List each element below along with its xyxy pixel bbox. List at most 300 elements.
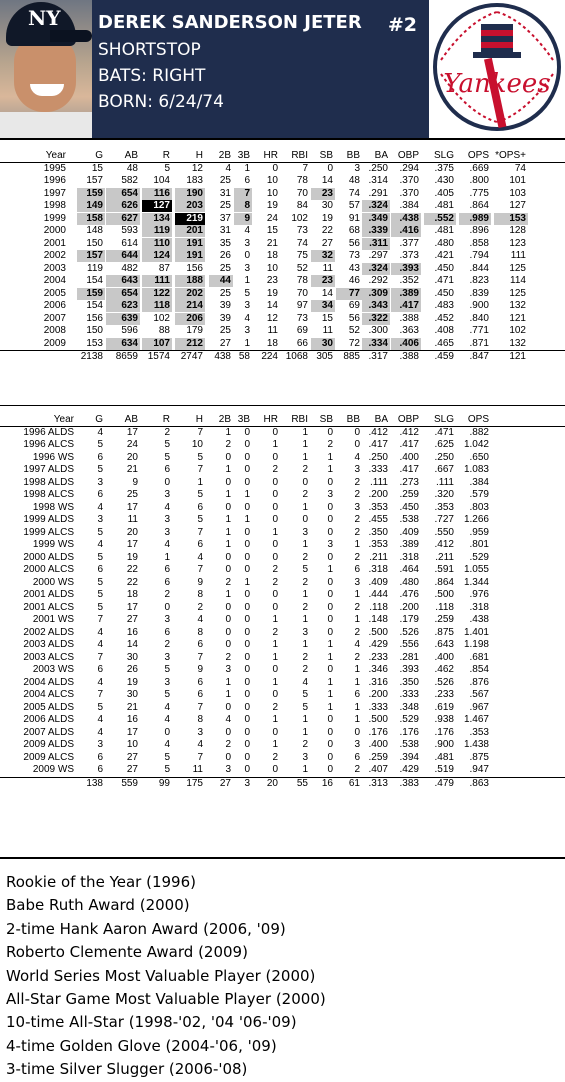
player-header — [0, 0, 565, 140]
table-cell: 11 — [192, 764, 203, 775]
table-cell: 23 — [266, 275, 278, 286]
table-row — [0, 452, 565, 464]
table-cell: 125 — [509, 262, 526, 274]
table-cell: H — [195, 150, 203, 161]
table-cell: 0 — [244, 501, 250, 513]
table-row — [0, 739, 565, 751]
award-item: All-Star Game Most Valuable Player (2000) — [6, 990, 326, 1008]
table-cell: 25 — [126, 489, 138, 500]
table-cell: .179 — [399, 614, 419, 625]
table-cell: .318 — [469, 601, 489, 613]
table-cell: 214 — [175, 300, 205, 312]
table-cell: .311 — [362, 238, 390, 250]
award-item: 4-time Golden Glove (2004-'06, '09) — [6, 1036, 277, 1055]
table-cell: SLG — [433, 150, 454, 161]
table-cell: 4 — [164, 501, 170, 513]
table-cell: 5 — [164, 451, 170, 463]
table-cell: 2000 ALDS — [23, 551, 74, 563]
table-cell: 4 — [225, 714, 231, 725]
table-cell: 6 — [164, 576, 170, 588]
table-cell: 75 — [296, 250, 308, 261]
table-cell: .450 — [434, 287, 454, 299]
table-cell: .875 — [434, 626, 454, 638]
table-cell: 159 — [77, 188, 105, 200]
table-cell: 203 — [175, 200, 205, 212]
table-cell: 4 — [197, 551, 203, 563]
table-cell: .858 — [469, 237, 489, 249]
table-cell: 1 — [225, 489, 231, 500]
table-cell: 1 — [272, 439, 278, 450]
table-cell: 1 — [225, 589, 231, 600]
table-cell: 5 — [302, 564, 308, 575]
table-cell: 114 — [510, 275, 526, 286]
table-cell: .625 — [434, 439, 454, 450]
player-photo — [0, 0, 92, 138]
table-cell: 0 — [272, 451, 278, 463]
table-cell: 1 — [225, 676, 231, 688]
table-row — [0, 263, 565, 275]
table-cell: BA — [374, 414, 388, 425]
table-cell: .320 — [434, 489, 454, 500]
table-cell: 30 — [126, 651, 138, 663]
table-cell: 2 — [272, 626, 278, 638]
table-cell: .643 — [434, 639, 454, 650]
table-cell: .259 — [434, 614, 454, 625]
table-cell: 0 — [244, 564, 250, 575]
table-cell: 23 — [311, 275, 335, 287]
table-row — [0, 727, 565, 739]
table-cell: .839 — [469, 287, 489, 299]
table-cell: 150 — [86, 325, 103, 336]
table-cell: 1 — [302, 764, 308, 775]
table-cell: AB — [124, 150, 138, 161]
table-cell: 4 — [97, 501, 103, 513]
table-cell: .529 — [469, 551, 489, 563]
table-cell: 17 — [126, 539, 138, 550]
award-item: 3-time Silver Slugger (2006-'08) — [6, 1060, 248, 1079]
table-cell: 123 — [509, 237, 526, 249]
table-cell: .900 — [434, 739, 454, 750]
table-cell: 0 — [327, 601, 333, 613]
table-cell: 116 — [142, 188, 172, 200]
table-cell: 73 — [348, 250, 360, 261]
table-cell: 0 — [225, 626, 231, 638]
table-cell: .669 — [469, 162, 489, 174]
table-cell: 0 — [272, 764, 278, 775]
table-cell: 148 — [86, 225, 103, 236]
table-cell: .346 — [368, 664, 388, 675]
table-cell: .871 — [469, 337, 489, 349]
table-cell: 5 — [197, 514, 203, 525]
table-cell: .438 — [469, 614, 489, 625]
award-item: 2-time Hank Aaron Award (2006, '09) — [6, 919, 286, 938]
table-cell: 46 — [348, 275, 360, 286]
table-cell: 134 — [142, 213, 172, 225]
table-cell: 111 — [510, 250, 526, 261]
table-cell: 27 — [126, 764, 138, 775]
table-cell: 16 — [321, 777, 333, 789]
table-cell: R — [162, 414, 170, 425]
table-row — [0, 464, 565, 476]
table-cell: 1 — [302, 726, 308, 738]
table-cell: .176 — [399, 726, 419, 738]
table-cell: 3B — [237, 414, 250, 425]
table-cell: 5 — [97, 439, 103, 450]
table-row — [0, 764, 565, 776]
table-cell: 3 — [354, 576, 360, 588]
table-cell: 39 — [219, 300, 231, 311]
table-row — [0, 752, 565, 764]
table-cell: .864 — [469, 200, 489, 211]
table-cell: .552 — [424, 213, 456, 225]
table-cell: 110 — [142, 238, 172, 250]
table-cell: 643 — [106, 275, 140, 287]
table-cell: 0 — [225, 476, 231, 488]
table-cell: 4 — [164, 701, 170, 713]
table-cell: .291 — [368, 187, 388, 199]
table-cell: 22 — [321, 225, 333, 236]
table-cell: .111 — [436, 476, 454, 488]
table-cell: .324 — [362, 200, 390, 212]
table-cell: 48 — [126, 162, 138, 174]
table-cell: RBI — [291, 414, 308, 425]
table-cell: 2005 — [43, 287, 66, 299]
table-cell: 1 — [225, 689, 231, 700]
table-cell: 27 — [219, 337, 231, 349]
table-cell: 2 — [354, 651, 360, 663]
table-cell: 69 — [296, 325, 308, 336]
table-cell: 6 — [97, 764, 103, 775]
table-cell: 644 — [106, 250, 140, 262]
table-cell: 0 — [327, 664, 333, 675]
table-cell: .471 — [434, 275, 454, 286]
table-cell: Year — [45, 150, 66, 161]
table-cell: 1 — [272, 614, 278, 625]
table-cell: .211 — [369, 551, 388, 563]
table-cell: 0 — [272, 514, 278, 525]
table-cell: 127 — [142, 200, 172, 212]
table-cell: .519 — [434, 764, 454, 775]
table-cell: 0 — [244, 739, 250, 750]
table-cell: HR — [263, 414, 278, 425]
table-cell: 27 — [321, 237, 333, 249]
table-cell: 6 — [197, 639, 203, 650]
table-cell: 74 — [296, 237, 308, 249]
table-cell: 31 — [219, 187, 231, 199]
table-cell: .393 — [391, 263, 421, 275]
table-cell: OBP — [397, 150, 419, 161]
table-cell: 2006 — [43, 300, 66, 311]
table-cell: 219 — [175, 213, 205, 225]
post-header-row — [0, 414, 565, 427]
table-cell: 91 — [348, 212, 360, 224]
table-cell: 7 — [197, 751, 203, 763]
table-cell: 3 — [164, 614, 170, 625]
table-cell: .333 — [368, 464, 388, 475]
table-cell: .500 — [368, 714, 388, 725]
table-cell: .480 — [399, 576, 419, 588]
table-cell: 1 — [327, 451, 333, 463]
table-cell: .800 — [469, 175, 489, 186]
table-cell: 0 — [327, 551, 333, 563]
table-cell: 2 — [354, 626, 360, 638]
table-cell: 0 — [302, 514, 308, 525]
table-cell: .233 — [434, 689, 454, 700]
table-cell: .429 — [368, 639, 388, 650]
table-cell: 8659 — [115, 351, 138, 362]
table-cell: SLG — [433, 414, 454, 425]
table-cell: 3 — [354, 739, 360, 750]
table-cell: 44 — [209, 275, 233, 287]
table-cell: .259 — [399, 489, 419, 500]
table-cell: .353 — [434, 501, 454, 513]
table-cell: 212 — [175, 338, 205, 350]
award-item: Babe Ruth Award (2000) — [6, 896, 190, 915]
table-cell: 5 — [302, 689, 308, 700]
table-cell: 1 — [327, 639, 333, 650]
table-row — [0, 652, 565, 664]
table-cell: 3 — [354, 162, 360, 174]
table-cell: 1 — [327, 564, 333, 575]
table-cell: 2 — [164, 426, 170, 438]
table-cell: 5 — [244, 287, 250, 299]
table-cell: .481 — [434, 225, 454, 236]
table-cell: 24 — [126, 439, 138, 450]
table-cell: 4 — [97, 714, 103, 725]
player-born: BORN: 6/24/74 — [98, 92, 224, 112]
table-cell: BB — [346, 414, 360, 425]
table-cell: .407 — [368, 764, 388, 775]
table-cell: 3 — [244, 237, 250, 249]
table-cell: 2002 ALDS — [23, 626, 74, 638]
table-cell: 7 — [197, 564, 203, 575]
table-cell: 99 — [158, 777, 170, 789]
table-cell: 5 — [97, 701, 103, 713]
table-cell: .300 — [368, 325, 388, 336]
table-cell: 0 — [244, 689, 250, 700]
table-cell: 1 — [272, 739, 278, 750]
table-cell: 1 — [327, 701, 333, 713]
table-cell: 1995 — [43, 162, 66, 174]
table-cell: 25 — [219, 200, 231, 211]
yankees-logo-icon — [429, 0, 565, 138]
table-cell: 103 — [509, 187, 526, 199]
table-cell: 2001 — [43, 237, 66, 249]
reg-header-row — [0, 150, 565, 163]
table-cell: 1.266 — [463, 514, 489, 525]
table-cell: .417 — [391, 300, 421, 312]
table-row — [0, 502, 565, 514]
table-row — [0, 477, 565, 489]
table-cell: 206 — [175, 313, 205, 325]
table-cell: .389 — [391, 288, 421, 300]
table-cell: 0 — [354, 426, 360, 438]
table-cell: .417 — [368, 439, 388, 450]
table-cell: .353 — [469, 726, 489, 738]
table-cell: 26 — [126, 664, 138, 675]
table-cell: .373 — [399, 250, 419, 261]
table-row — [0, 564, 565, 576]
table-cell: 102 — [291, 212, 308, 224]
table-cell: .900 — [469, 300, 489, 311]
table-cell: 2009 ALCS — [23, 751, 74, 763]
table-cell: 1999 WS — [32, 539, 74, 550]
table-cell: 2000 ALCS — [23, 564, 74, 575]
table-cell: .309 — [362, 288, 390, 300]
table-cell: 73 — [296, 312, 308, 324]
table-cell: 9 — [132, 476, 138, 488]
table-cell: .854 — [469, 664, 489, 675]
table-cell: 2 — [272, 576, 278, 588]
table-row — [0, 427, 565, 439]
table-cell: 2005 ALDS — [23, 701, 74, 713]
table-cell: 21 — [126, 701, 138, 713]
table-cell: 157 — [86, 175, 103, 186]
table-cell: 3 — [97, 476, 103, 488]
table-cell: 20 — [126, 526, 138, 538]
table-cell: 1.055 — [463, 564, 489, 575]
table-cell: .947 — [469, 764, 489, 775]
table-cell: .400 — [399, 451, 419, 463]
table-cell: 22 — [126, 576, 138, 588]
table-cell: 11 — [322, 262, 333, 274]
table-cell: 78 — [296, 275, 308, 286]
table-cell: 1.438 — [463, 739, 489, 750]
table-cell: 6 — [164, 464, 170, 475]
table-cell: .896 — [469, 225, 489, 236]
table-cell: 7 — [197, 701, 203, 713]
table-cell: .350 — [368, 526, 388, 538]
table-cell: 104 — [153, 175, 170, 186]
table-cell: 3 — [302, 626, 308, 638]
table-cell: 2 — [164, 589, 170, 600]
table-cell: 1996 ALCS — [23, 439, 74, 450]
table-row — [0, 527, 565, 539]
table-cell: 18 — [126, 589, 138, 600]
table-cell: .429 — [399, 764, 419, 775]
table-cell: 19 — [126, 676, 138, 688]
table-cell: 202 — [175, 288, 205, 300]
table-cell: .349 — [362, 213, 390, 225]
table-cell: 74 — [348, 187, 360, 199]
table-cell: 2 — [354, 489, 360, 500]
table-cell: 0 — [327, 426, 333, 438]
table-row — [0, 188, 565, 200]
table-cell: 3 — [97, 739, 103, 750]
table-cell: 2007 — [43, 312, 66, 324]
table-cell: 0 — [244, 451, 250, 463]
table-cell: 0 — [272, 664, 278, 675]
table-cell: 1 — [302, 639, 308, 650]
table-cell: 0 — [244, 250, 250, 261]
table-cell: .353 — [368, 501, 388, 513]
table-cell: 1 — [225, 514, 231, 525]
table-cell — [12, 351, 68, 363]
table-cell: 2 — [302, 576, 308, 588]
table-row — [0, 338, 565, 350]
table-cell: 0 — [327, 162, 333, 174]
table-cell: 4 — [164, 739, 170, 750]
table-cell: 4 — [97, 639, 103, 650]
table-cell: .465 — [434, 337, 454, 349]
table-cell: 4 — [197, 614, 203, 625]
table-cell: SB — [319, 414, 333, 425]
table-cell: .863 — [469, 777, 489, 789]
table-cell: .388 — [399, 351, 419, 362]
table-cell: .405 — [434, 187, 454, 199]
table-cell: OBP — [397, 414, 419, 425]
table-cell: 30 — [321, 200, 333, 211]
table-cell: .452 — [434, 312, 454, 324]
table-cell: .847 — [469, 351, 489, 362]
table-cell: 0 — [272, 589, 278, 600]
table-cell: .483 — [434, 300, 454, 311]
table-cell: 119 — [142, 225, 172, 237]
table-cell: 2004 ALDS — [23, 676, 74, 688]
table-cell: .459 — [434, 351, 454, 362]
table-cell: 25 — [219, 287, 231, 299]
table-cell: 7 — [97, 651, 103, 663]
table-cell: 2004 — [43, 275, 66, 286]
table-cell: AB — [124, 414, 138, 425]
table-cell: 1998 ALDS — [23, 476, 74, 488]
table-cell: 7 — [197, 526, 203, 538]
table-cell: 25 — [219, 175, 231, 186]
table-cell: 4 — [97, 676, 103, 688]
table-cell: 5 — [164, 764, 170, 775]
table-cell: 3 — [302, 751, 308, 763]
table-cell: 623 — [106, 300, 140, 312]
table-cell: 88 — [158, 325, 170, 336]
table-cell: 0 — [225, 751, 231, 763]
table-cell: 5 — [164, 439, 170, 450]
table-cell: 1999 ALCS — [23, 526, 74, 538]
table-cell: 0 — [244, 539, 250, 550]
table-cell: 1 — [272, 526, 278, 538]
player-position: SHORTSTOP — [98, 40, 201, 60]
table-cell: 1 — [244, 275, 250, 286]
table-cell: 0 — [244, 664, 250, 675]
table-cell: 5 — [97, 589, 103, 600]
table-cell: .476 — [399, 589, 419, 600]
table-cell: 57 — [348, 200, 360, 211]
table-cell: .556 — [399, 639, 419, 650]
table-cell: 1 — [225, 426, 231, 438]
table-cell: 6 — [97, 751, 103, 763]
table-cell: 14 — [321, 287, 333, 299]
table-cell: 52 — [348, 325, 360, 336]
table-cell: 11 — [267, 325, 278, 336]
table-cell: 9 — [197, 576, 203, 588]
table-cell: .471 — [434, 426, 454, 438]
table-cell: .567 — [469, 689, 489, 700]
table-cell: 1 — [244, 514, 250, 525]
table-cell: 6 — [97, 664, 103, 675]
table-cell: 1 — [225, 526, 231, 538]
table-cell: .313 — [368, 777, 388, 789]
table-cell: .176 — [434, 726, 454, 738]
table-cell: .464 — [399, 564, 419, 575]
table-cell: 614 — [121, 237, 138, 249]
table-cell: 3 — [225, 664, 231, 675]
table-cell: 10 — [266, 262, 278, 274]
table-cell: 22 — [126, 564, 138, 575]
table-cell: 27 — [126, 751, 138, 763]
table-cell: 2 — [302, 489, 308, 500]
table-cell: 175 — [186, 777, 203, 789]
table-cell: .200 — [399, 601, 419, 613]
table-cell: .294 — [399, 162, 419, 174]
